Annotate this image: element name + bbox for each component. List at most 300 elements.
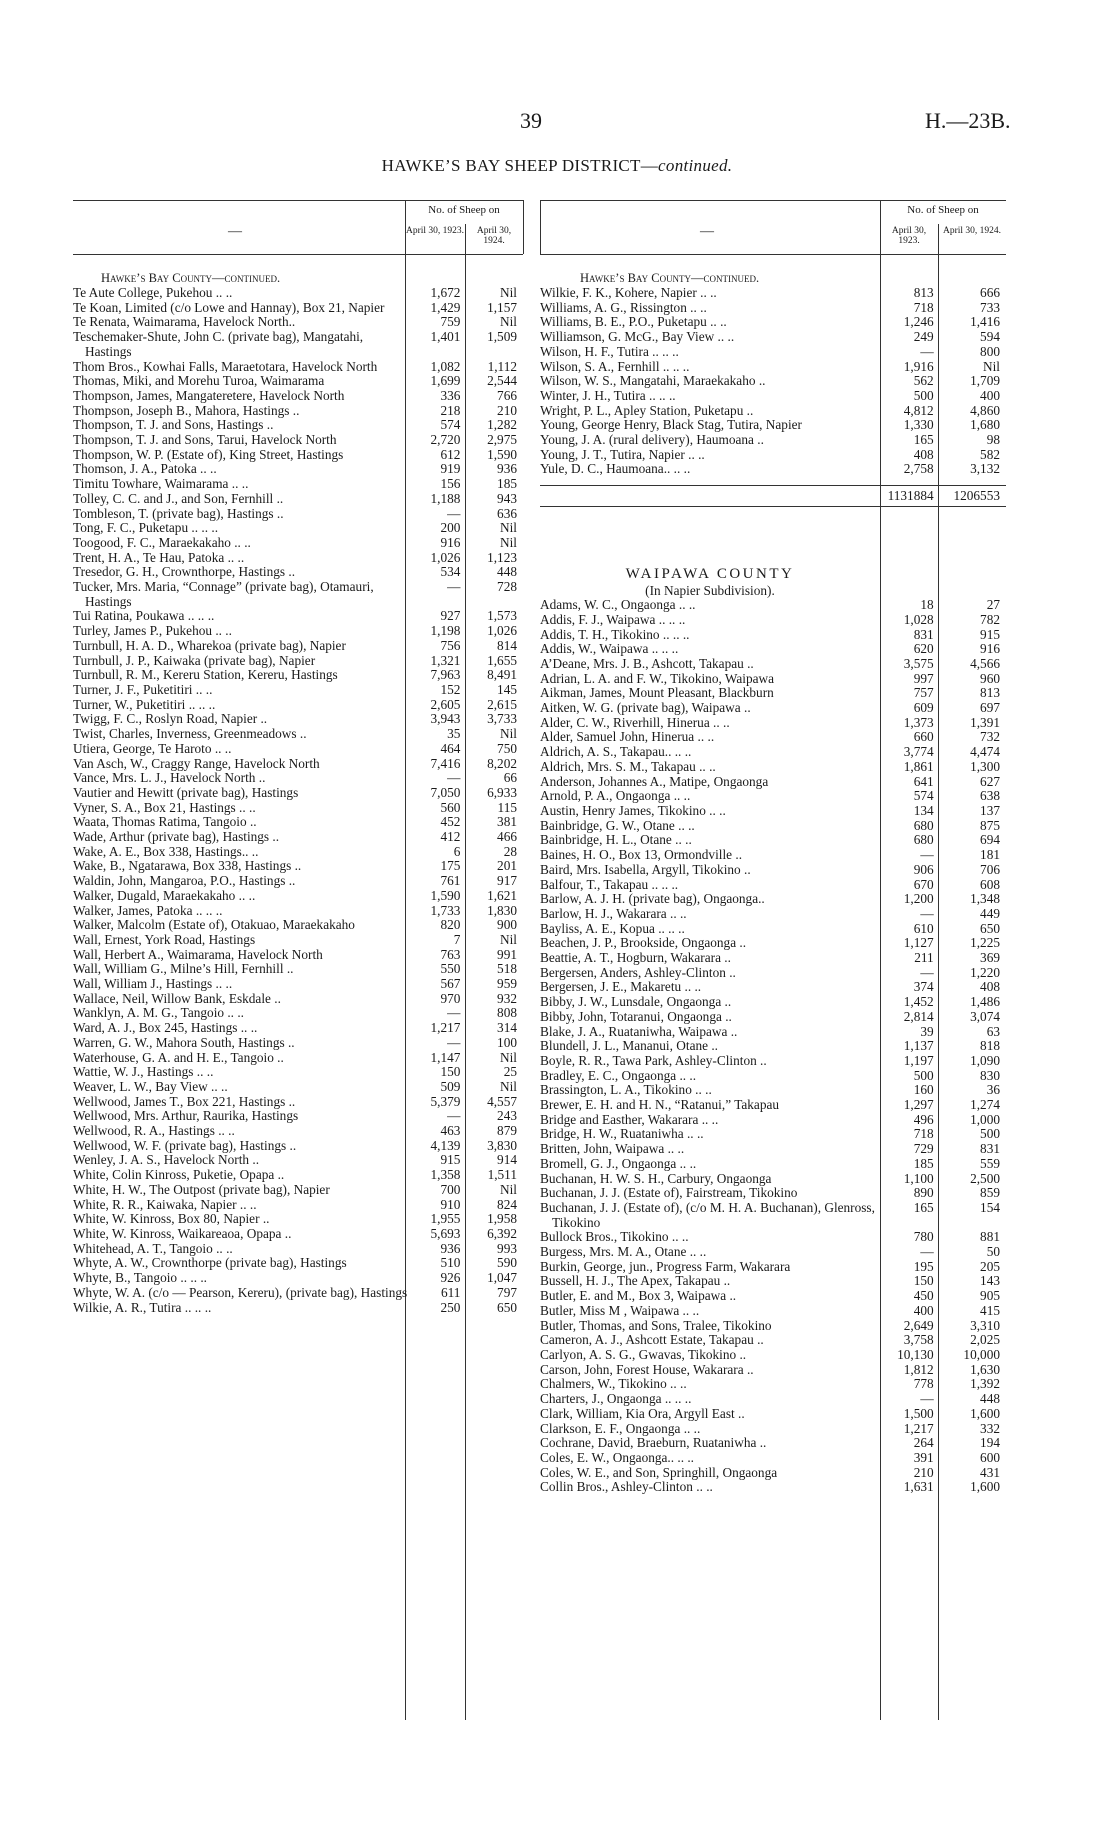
sheep-1924: 1,274 (970, 1097, 1000, 1113)
owner-name: Weaver, L. W., Bay View .. .. (73, 1078, 228, 1094)
table-row (540, 1304, 1006, 1319)
sheep-1923: 574 (440, 417, 461, 433)
sheep-1923: 500 (913, 387, 934, 403)
table-row (540, 1289, 1006, 1304)
sheep-1924: 400 (980, 387, 1000, 403)
table-row (540, 360, 1006, 375)
table-row (540, 878, 1006, 893)
sheep-1924: Nil (500, 726, 517, 742)
sheep-1924: Nil (500, 314, 517, 330)
table-row (73, 1183, 523, 1198)
sheep-1923: 1,217 (903, 1420, 934, 1436)
table-row (540, 819, 1006, 834)
table-row (73, 1242, 523, 1257)
table-row (73, 418, 523, 433)
table-row (73, 624, 523, 639)
sheep-1924: 900 (497, 917, 517, 933)
sheep-1923: — (920, 1244, 934, 1260)
sheep-1923: 813 (913, 285, 934, 300)
table-row (540, 1466, 1006, 1481)
owner-name: Turnbull, R. M., Kereru Station, Kereru, Hastings (73, 667, 338, 683)
owner-name: Bradley, E. C., Ongaonga .. .. (540, 1067, 697, 1083)
sheep-1923: — (447, 505, 461, 521)
sheep-1924: 2,975 (487, 432, 517, 448)
sheep-1924: 766 (497, 387, 517, 403)
county-heading: WAIPAWA COUNTY (625, 566, 795, 583)
sheep-1923: 1,500 (903, 1405, 934, 1421)
owner-name: Turnbull, H. A. D., Wharekoa (private bag), Napier (73, 637, 346, 653)
table-row (73, 1212, 523, 1227)
sheep-1924: 991 (497, 946, 517, 962)
sheep-1923: 1,330 (903, 417, 934, 433)
sheep-1924: 1,416 (970, 314, 1000, 330)
owner-name: Butler, Thomas, and Sons, Tralee, Tikokino (540, 1317, 772, 1333)
sheep-1924: 145 (497, 681, 517, 697)
name-column-header: — (228, 224, 242, 239)
sheep-1924: 814 (497, 637, 517, 653)
owner-name: Buchanan, J. J. (Estate of), (c/o M. H. A. Buchanan), Glenross, Tikokino (540, 1199, 875, 1230)
owner-name: Wilkie, F. K., Kohere, Napier .. .. (540, 285, 717, 300)
owner-name: Van Asch, W., Craggy Range, Havelock North (73, 755, 320, 771)
sheep-1923: — (447, 1034, 461, 1050)
owner-name: Barlow, A. J. H. (private bag), Ongaonga.. (540, 891, 765, 907)
sheep-1923: 1,217 (430, 1020, 461, 1036)
owner-name: Vautier and Hewitt (private bag), Hastings (73, 784, 299, 800)
sheep-1924: 875 (980, 817, 1000, 833)
sheep-1923: 3,943 (430, 711, 461, 727)
owner-name: Te Renata, Waimarama, Havelock North.. (73, 314, 296, 330)
owner-name: Bainbridge, H. L., Otane .. .. (540, 832, 692, 848)
owner-name: Wilkie, A. R., Tutira .. .. .. (73, 1299, 212, 1315)
owner-name: Austin, Henry James, Tikokino .. .. (540, 802, 726, 818)
sheep-1924: 559 (980, 1155, 1000, 1171)
sheep-1924: 1,830 (487, 902, 517, 918)
table-row (540, 1186, 1006, 1201)
table-row (73, 904, 523, 919)
table-row (73, 565, 523, 580)
right-rows-waipawa (540, 598, 1006, 1495)
sheep-1924: 1,621 (487, 887, 517, 903)
sheep-1924: 500 (980, 1126, 1000, 1142)
sheep-1923: 778 (913, 1376, 934, 1392)
sheep-1924: 1,590 (487, 446, 517, 462)
owner-name: Trent, H. A., Te Hau, Patoka .. .. (73, 549, 245, 565)
sheep-1924: 205 (980, 1258, 1000, 1274)
owner-name: Boyle, R. R., Tawa Park, Ashley-Clinton .. (540, 1052, 767, 1068)
sheep-1924: 800 (980, 343, 1000, 359)
sheep-1923: 1,188 (430, 490, 461, 506)
sheep-1923: 927 (440, 608, 461, 624)
left-table (73, 200, 523, 1720)
sheep-1923: 2,720 (430, 432, 461, 448)
table-row (73, 536, 523, 551)
owner-name: Thomas, Miki, and Morehu Turoa, Waimarama (73, 373, 325, 389)
sheep-1924: 706 (980, 861, 1000, 877)
sheep-1923: 1,452 (903, 994, 934, 1010)
sheep-1923: 2,649 (903, 1317, 934, 1333)
sheep-1923: 5,379 (430, 1093, 461, 1109)
table-row (540, 1392, 1006, 1407)
sheep-1923: 218 (440, 402, 461, 418)
table-row (540, 1451, 1006, 1466)
table-row (73, 1124, 523, 1139)
sheep-1924: 2,615 (487, 696, 517, 712)
table-row (540, 1436, 1006, 1451)
owner-name: Charters, J., Ongaonga .. .. .. (540, 1391, 692, 1407)
owner-name: Bridge, H. W., Ruataniwha .. .. (540, 1126, 704, 1142)
table-row (73, 639, 523, 654)
sheep-1924: 993 (497, 1240, 517, 1256)
table-row (540, 789, 1006, 804)
sheep-1923: 1,861 (903, 758, 934, 774)
sheep-1924: 2,025 (970, 1332, 1000, 1348)
table-rule (540, 200, 1006, 201)
table-row (540, 907, 1006, 922)
sheep-1923: 1,733 (430, 902, 461, 918)
table-row (73, 301, 523, 316)
table-row (540, 1274, 1006, 1289)
owner-name: Blake, J. A., Ruataniwha, Waipawa .. (540, 1023, 738, 1039)
table-row (540, 1363, 1006, 1378)
county-subheading: (In Napier Subdivision). (645, 583, 775, 599)
table-row (73, 786, 523, 801)
sheep-1924: 3,830 (487, 1137, 517, 1153)
sheep-1924: 137 (980, 802, 1000, 818)
owner-name: Chalmers, W., Tikokino .. .. (540, 1376, 687, 1392)
table-row (73, 757, 523, 772)
sheep-1924: 408 (980, 979, 1000, 995)
owner-name: Wall, William G., Milne’s Hill, Fernhill .. (73, 961, 294, 977)
sheep-1924: Nil (500, 285, 517, 300)
sheep-1923: 1,429 (430, 299, 461, 315)
table-row (73, 698, 523, 713)
sheep-1923: 3,575 (903, 655, 934, 671)
owner-name: Williamson, G. McG., Bay View .. .. (540, 329, 735, 345)
owner-name: Clarkson, E. F., Ongaonga .. .. (540, 1420, 701, 1436)
sheep-1924: 636 (497, 505, 517, 521)
sheep-1923: 7 (453, 931, 461, 947)
table-row (73, 1065, 523, 1080)
sheep-1924: 728 (497, 579, 517, 595)
table-row (540, 598, 1006, 613)
sheep-1923: 509 (440, 1078, 461, 1094)
owner-name: Tresedor, G. H., Crownthorpe, Hastings .. (73, 564, 296, 580)
sheep-1924: 100 (497, 1034, 517, 1050)
owner-name: Butler, Miss M , Waipawa .. .. (540, 1302, 700, 1318)
sheep-1924: 959 (497, 976, 517, 992)
sheep-1924: 666 (980, 285, 1000, 300)
sheep-1923: 1,026 (430, 549, 461, 565)
sheep-1923: 574 (913, 788, 934, 804)
table-row (73, 1286, 523, 1301)
owner-name: Addis, W., Waipawa .. .. .. (540, 641, 679, 657)
header-1924: April 30, 1924. (476, 226, 512, 246)
sheep-1924: 25 (503, 1064, 517, 1080)
sheep-1923: 729 (913, 1141, 934, 1157)
section-heading: Hawke’s Bay County—continued. (101, 271, 281, 285)
owner-name: Wall, Ernest, York Road, Hastings (73, 931, 256, 947)
table-row (540, 1480, 1006, 1495)
owner-name: Bibby, John, Totaranui, Ongaonga .. (540, 1008, 732, 1024)
owner-name: Clark, William, Kia Ora, Argyll East .. (540, 1405, 745, 1421)
sheep-1923: 165 (913, 432, 934, 448)
table-row (540, 1422, 1006, 1437)
sheep-1923: 700 (440, 1181, 461, 1197)
sheep-1923: 562 (913, 373, 934, 389)
owner-name: Ward, A. J., Box 245, Hastings .. .. (73, 1020, 258, 1036)
sheep-1924: 608 (980, 876, 1000, 892)
owner-name: White, W. Kinross, Box 80, Napier .. (73, 1211, 270, 1227)
sheep-1924: 813 (980, 685, 1000, 701)
owner-name: Buchanan, J. J. (Estate of), Fairstream, Tikokino (540, 1185, 798, 1201)
owner-name: Young, George Henry, Black Stag, Tutira, Napier (540, 417, 802, 433)
table-row (73, 1095, 523, 1110)
table-row (540, 1172, 1006, 1187)
sheep-1923: 185 (913, 1155, 934, 1171)
sheep-1923: 10,130 (897, 1347, 934, 1362)
table-row (540, 922, 1006, 937)
sheep-1923: — (920, 905, 934, 921)
sheep-1923: 250 (440, 1299, 461, 1315)
table-row (540, 833, 1006, 848)
table-row (540, 1201, 1006, 1230)
table-row (540, 1319, 1006, 1334)
sheep-1924: 1,220 (970, 964, 1000, 980)
sheep-1923: 1,631 (903, 1479, 934, 1495)
table-row (73, 462, 523, 477)
sheep-1924: 4,474 (970, 744, 1000, 760)
sheep-1923: 7,416 (430, 755, 461, 771)
table-row (540, 286, 1006, 301)
sheep-1924: 143 (980, 1273, 1000, 1289)
sheep-1924: 1,958 (487, 1211, 517, 1227)
owner-name: Waldin, John, Mangaroa, P.O., Hastings .. (73, 873, 296, 889)
sheep-1923: 496 (913, 1111, 934, 1127)
sheep-1923: 1,127 (903, 935, 934, 951)
sheep-1923: 831 (913, 626, 934, 642)
sheep-1923: 761 (440, 873, 461, 889)
sheep-1924: 600 (980, 1449, 1000, 1465)
owner-name: Bayliss, A. E., Kopua .. .. .. (540, 920, 685, 936)
sheep-1923: 1,297 (903, 1097, 934, 1113)
owner-name: Walker, James, Patoka .. .. .. (73, 902, 223, 918)
owner-name: Turner, W., Puketitiri .. .. .. (73, 696, 216, 712)
table-row (540, 1333, 1006, 1348)
owner-name: Brewer, E. H. and H. N., “Ratanui,” Takapau (540, 1097, 780, 1113)
sheep-1923: 3,758 (903, 1332, 934, 1348)
sheep-1923: — (920, 847, 934, 863)
total-1923: 1131884 (887, 488, 934, 504)
table-row (540, 701, 1006, 716)
sheep-1923: 1,672 (430, 285, 461, 300)
sheep-1923: 680 (913, 817, 934, 833)
table-row (73, 845, 523, 860)
sheep-1924: 638 (980, 788, 1000, 804)
table-row (540, 980, 1006, 995)
sheep-1923: 915 (440, 1152, 461, 1168)
owner-name: Wellwood, Mrs. Arthur, Raurika, Hastings (73, 1108, 299, 1124)
sheep-1924: 4,566 (970, 655, 1000, 671)
sheep-1923: — (920, 964, 934, 980)
sheep-1923: 500 (913, 1067, 934, 1083)
table-row (73, 374, 523, 389)
sheep-1924: 1,047 (487, 1270, 517, 1286)
sheep-1924: 732 (980, 729, 1000, 745)
table-row (540, 628, 1006, 643)
sheep-1923: 1,401 (430, 329, 461, 345)
table-row (540, 1142, 1006, 1157)
sheep-1924: 2,500 (970, 1170, 1000, 1186)
table-row (540, 433, 1006, 448)
sheep-1923: 550 (440, 961, 461, 977)
owner-name: Wellwood, W. F. (private bag), Hastings .. (73, 1137, 297, 1153)
sheep-1924: 466 (497, 829, 517, 845)
sheep-1924: 314 (497, 1020, 517, 1036)
sheep-1924: 201 (497, 858, 517, 874)
sheep-1924: 1,600 (970, 1479, 1000, 1495)
owner-name: Baines, H. O., Box 13, Ormondville .. (540, 847, 743, 863)
table-row (73, 742, 523, 757)
sheep-1923: 936 (440, 1240, 461, 1256)
sheep-1923: 1,200 (903, 891, 934, 907)
sheep-1923: 759 (440, 314, 461, 330)
sheep-1924: 830 (980, 1067, 1000, 1083)
table-row (73, 771, 523, 786)
table-row (73, 801, 523, 816)
owner-name: Te Aute College, Pukehou .. .. (73, 285, 233, 300)
sheep-1924: 431 (980, 1464, 1000, 1480)
sheep-1924: 808 (497, 1005, 517, 1021)
sheep-1923: 412 (440, 829, 461, 845)
sheep-1924: 859 (980, 1185, 1000, 1201)
table-row (73, 1271, 523, 1286)
sheep-1923: 249 (913, 329, 934, 345)
sheep-1924: 915 (980, 626, 1000, 642)
table-row (73, 1036, 523, 1051)
sheep-1924: 194 (980, 1435, 1000, 1451)
table-row (540, 389, 1006, 404)
table-row (73, 448, 523, 463)
table-row (540, 1113, 1006, 1128)
owner-name: Thompson, James, Mangateretere, Havelock North (73, 387, 345, 403)
sheep-1923: 1,246 (903, 314, 934, 330)
owner-name: Adams, W. C., Ongaonga .. .. (540, 597, 696, 613)
owner-name: Aldrich, Mrs. S. M., Takapau .. .. (540, 758, 716, 774)
header-1924: April 30, 1924. (942, 226, 1002, 236)
owner-name: Bibby, J. W., Lunsdale, Ongaonga .. (540, 994, 732, 1010)
sheep-1924: 1,680 (970, 417, 1000, 433)
table-row (540, 1069, 1006, 1084)
sheep-1924: 1,112 (487, 358, 517, 374)
table-row (540, 301, 1006, 316)
table-row (73, 962, 523, 977)
table-row (540, 345, 1006, 360)
table-row (73, 1256, 523, 1271)
sheep-1923: 1,812 (903, 1361, 934, 1377)
sheep-1924: 28 (503, 843, 517, 859)
table-row (540, 1025, 1006, 1040)
sheep-1923: 1,321 (430, 652, 461, 668)
sheep-1924: Nil (500, 534, 517, 550)
owner-name: Burgess, Mrs. M. A., Otane .. .. (540, 1244, 707, 1260)
sheep-1923: 1,197 (903, 1052, 934, 1068)
table-row (73, 609, 523, 624)
table-row (540, 404, 1006, 419)
table-row (540, 1157, 1006, 1172)
sheep-1923: 4,139 (430, 1137, 461, 1153)
owner-name: White, H. W., The Outpost (private bag), Napier (73, 1181, 330, 1197)
sheep-1923: 7,963 (430, 667, 461, 683)
sheep-1924: 905 (980, 1288, 1000, 1304)
table-row (73, 551, 523, 566)
owner-name: Bussell, H. J., The Apex, Takapau .. (540, 1273, 731, 1289)
table-row (540, 1348, 1006, 1363)
sheep-1924: Nil (500, 1049, 517, 1065)
sheep-1924: 831 (980, 1141, 1000, 1157)
table-row (540, 315, 1006, 330)
owner-name: Cochrane, David, Braeburn, Ruataniwha .. (540, 1435, 767, 1451)
sheep-1923: 567 (440, 976, 461, 992)
table-row (73, 874, 523, 889)
owner-name: A’Deane, Mrs. J. B., Ashcott, Takapau .. (540, 655, 754, 671)
owner-name: Wenley, J. A. S., Havelock North .. (73, 1152, 260, 1168)
sheep-1923: 211 (914, 950, 934, 966)
sheep-1923: 5,693 (430, 1226, 461, 1241)
sheep-1923: 6 (453, 843, 461, 859)
owner-name: Whyte, W. A. (c/o — Pearson, Kereru), (private bag), Hastings (73, 1284, 408, 1300)
sheep-1924: 10,000 (963, 1347, 1000, 1362)
sheep-1924: 36 (986, 1082, 1000, 1098)
sheep-1924: 415 (980, 1302, 1000, 1318)
table-row (540, 418, 1006, 433)
sheep-1923: 926 (440, 1270, 461, 1286)
sheep-1923: 1,100 (903, 1170, 934, 1186)
table-row (540, 1083, 1006, 1098)
owner-name: Whitehead, A. T., Tangoio .. .. (73, 1240, 233, 1256)
sheep-1923: 1,916 (903, 358, 934, 374)
owner-name: Carson, John, Forest House, Wakarara .. (540, 1361, 754, 1377)
sheep-1923: 1,137 (903, 1038, 934, 1054)
table-row (540, 951, 1006, 966)
sheep-1923: 757 (913, 685, 934, 701)
sheep-1924: 63 (986, 1023, 1000, 1039)
table-row (73, 1080, 523, 1095)
sheep-1923: 820 (440, 917, 461, 933)
sheep-1924: 181 (980, 847, 1000, 863)
owner-name: Wade, Arthur (private bag), Hastings .. (73, 829, 280, 845)
sheep-1924: 594 (980, 329, 1000, 345)
table-row (73, 1021, 523, 1036)
sheep-1924: 932 (497, 990, 517, 1006)
sheep-1924: 3,132 (970, 461, 1000, 477)
sheep-1923: 1,373 (903, 714, 934, 730)
sheep-1924: 1,225 (970, 935, 1000, 951)
table-row (73, 1168, 523, 1183)
sheep-1923: 156 (440, 476, 461, 492)
owner-name: Alder, C. W., Riverhill, Hinerua .. .. (540, 714, 730, 730)
sheep-1924: 66 (503, 770, 517, 786)
owner-name: Coles, W. E., and Son, Springhill, Ongaonga (540, 1464, 778, 1480)
owner-name: Collin Bros., Ashley-Clinton .. .. (540, 1479, 713, 1495)
owner-name: Tolley, C. C. and J., and Son, Fernhill .. (73, 490, 284, 506)
owner-name: Waterhouse, G. A. and H. E., Tangoio .. (73, 1049, 284, 1065)
sheep-1924: 650 (980, 920, 1000, 936)
owner-name: Wellwood, R. A., Hastings .. .. (73, 1123, 235, 1139)
owner-name: Walker, Dugald, Maraekakaho .. .. (73, 887, 256, 903)
sheep-1923: 39 (920, 1023, 934, 1039)
sheep-1924: 797 (497, 1284, 517, 1300)
owner-name: Wilson, W. S., Mangatahi, Maraekakaho .. (540, 373, 766, 389)
